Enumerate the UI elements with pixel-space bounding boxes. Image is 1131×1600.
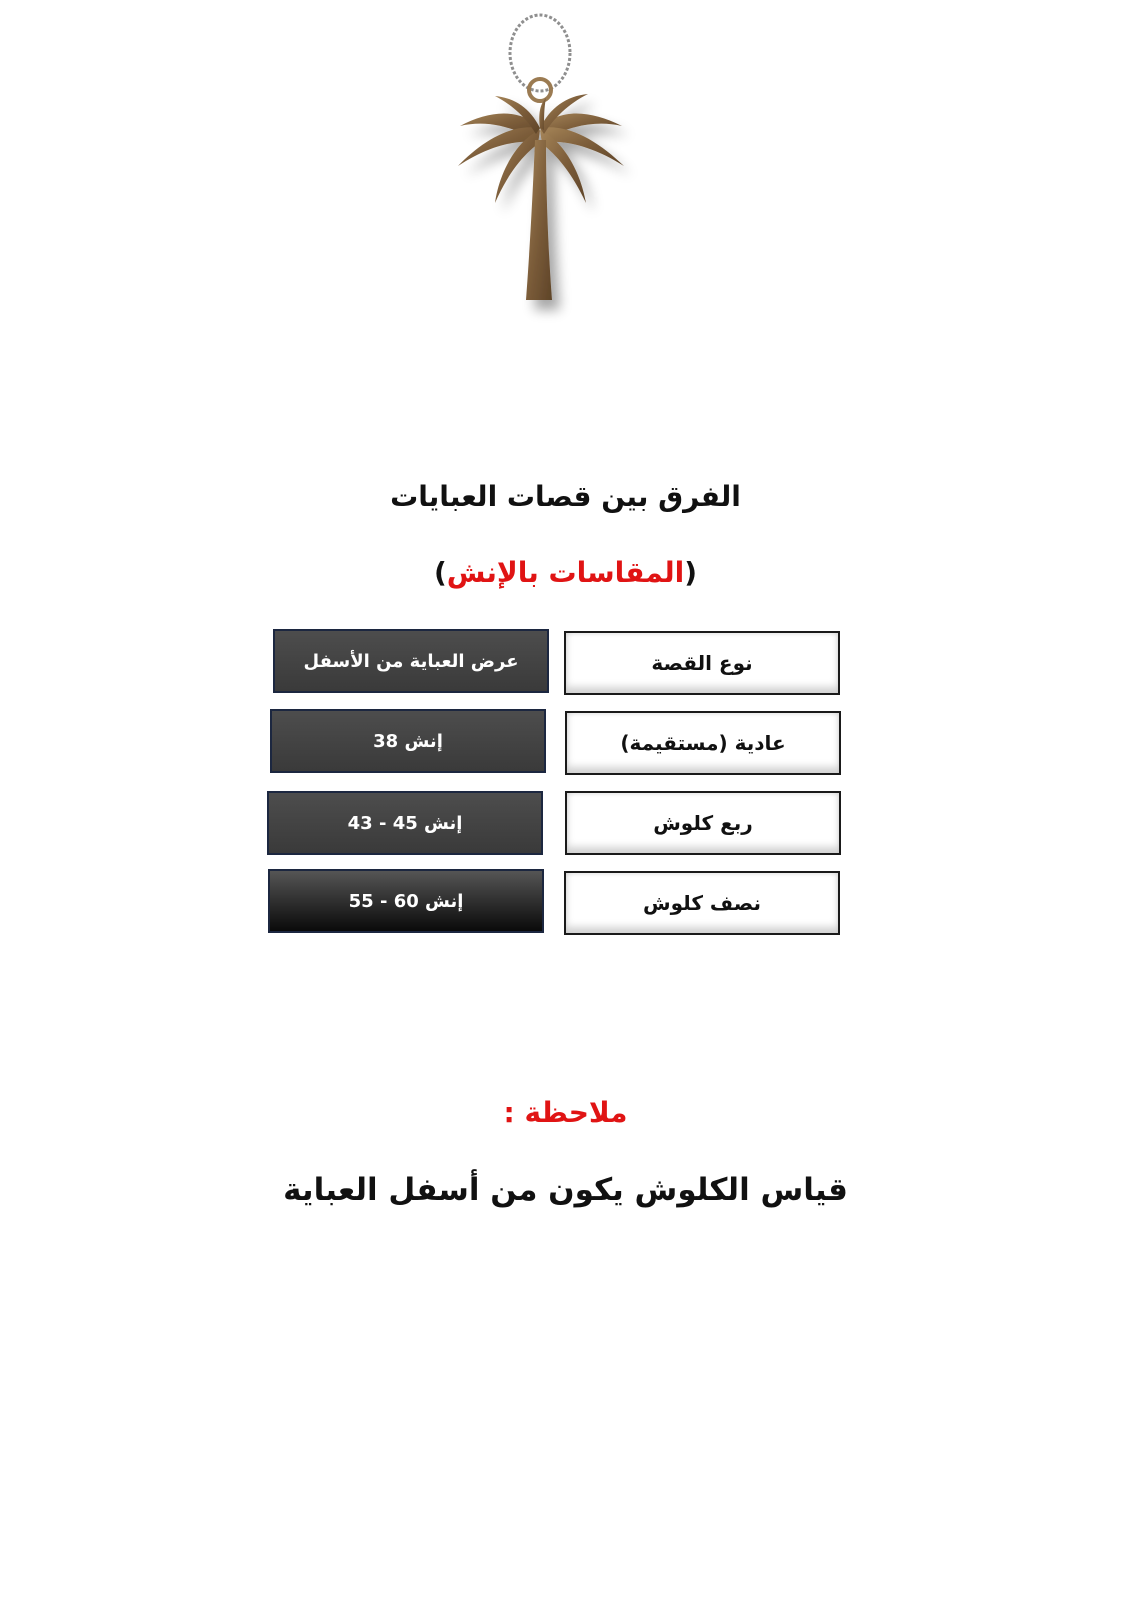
row-type-cell — [564, 871, 840, 935]
header-width-label: عرض العباية من الأسفل — [303, 650, 519, 672]
palm-tree-logo-icon — [440, 8, 680, 353]
row-width-cell — [267, 791, 543, 855]
row-width-value: إنش 45 - 43 — [347, 812, 463, 834]
row-type-label: ربع كلوش — [653, 811, 753, 835]
row-width-value: إنش 60 - 55 — [348, 890, 464, 912]
row-type-cell — [565, 791, 841, 855]
header-type-label: نوع القصة — [651, 651, 753, 675]
row-type-label: عادية (مستقيمة) — [620, 731, 786, 755]
row-width-value: إنش 38 — [373, 730, 443, 752]
subtitle-close-paren: ) — [433, 556, 447, 589]
header-type-cell — [564, 631, 840, 695]
header-width-cell — [273, 629, 549, 693]
note-label: ملاحظة : — [503, 1096, 628, 1129]
note-text: قياس الكلوش يكون من أسفل العباية — [283, 1172, 848, 1208]
page-subtitle — [0, 556, 1131, 589]
row-width-cell — [270, 709, 546, 773]
row-type-label: نصف كلوش — [643, 891, 761, 915]
row-type-cell — [565, 711, 841, 775]
page-title: الفرق بين قصات العبايات — [390, 480, 741, 513]
subtitle-text: المقاسات بالإنش — [446, 556, 685, 589]
subtitle-open-paren: ( — [684, 556, 698, 589]
row-width-cell — [268, 869, 544, 933]
